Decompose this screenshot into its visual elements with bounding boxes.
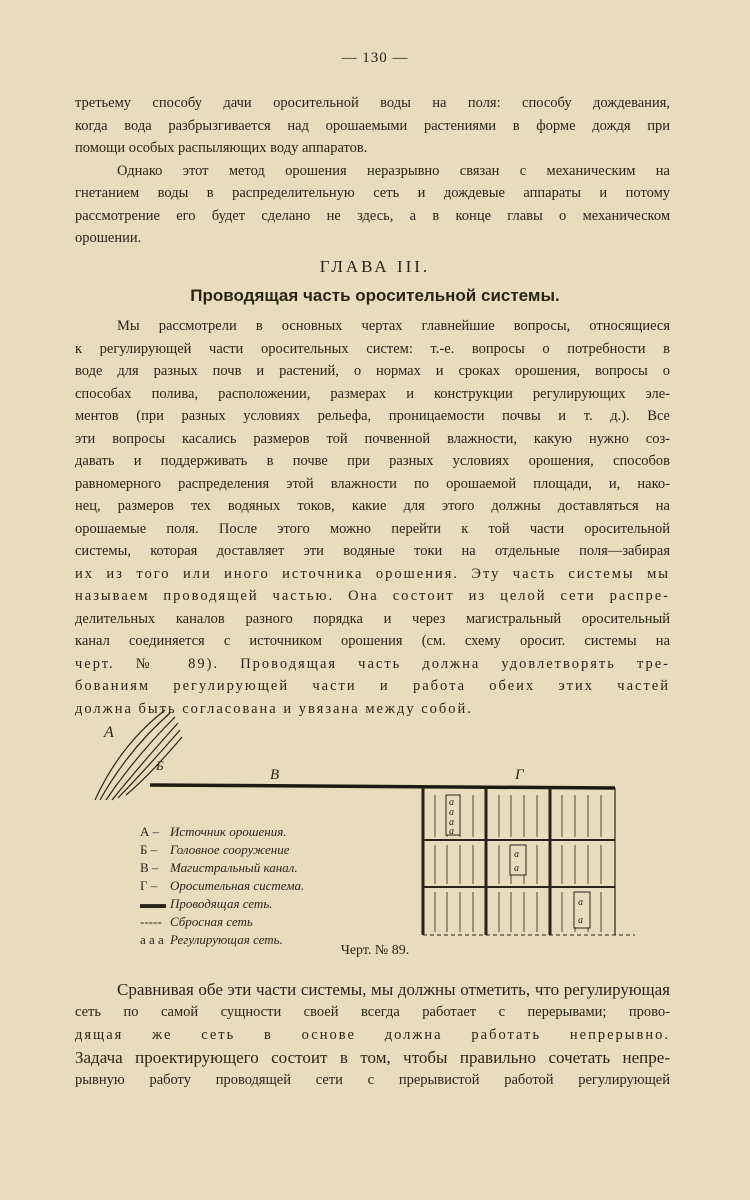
regulating-mark: а — [578, 897, 583, 908]
text-line: делительных каналов разного порядка и через магистральный оросительный — [75, 610, 670, 627]
text-line: канал соединяется с источником орошения (см. схему оросит. системы на — [75, 633, 670, 649]
legend-key: а а а — [140, 932, 164, 947]
label-g: Г — [515, 767, 524, 783]
legend-key: А – — [140, 824, 160, 839]
text-line: должна быть согласована и увязана между собой. — [75, 700, 473, 717]
legend-row — [140, 823, 304, 841]
page-number: — 130 — — [341, 50, 409, 66]
text-line: бованиям регулирующей части и работа обеих этих частей — [75, 678, 670, 694]
final-paragraph — [75, 978, 670, 1092]
text-line: помощи особых распыляющих воду аппаратов. — [75, 140, 368, 156]
legend-text: Регулирующая сеть. — [170, 932, 283, 947]
section-title: Проводящая часть оросительной системы. — [190, 286, 560, 305]
label-b: Б — [156, 758, 164, 773]
regulating-mark: а — [449, 797, 454, 808]
label-a: А — [104, 724, 114, 741]
regulating-mark: а — [449, 826, 454, 837]
regulating-mark: а — [514, 849, 519, 860]
text-line: эти вопросы касались размеров той почвенной влажности, какую нужно соз- — [75, 430, 670, 447]
legend-text: Сбросная сеть — [170, 914, 253, 929]
text-line: рывную работу проводящей сети с прерывистой работой регулирующей — [75, 1072, 670, 1088]
text-line: Однако этот метод орошения неразрывно связан с механическим на — [117, 162, 670, 179]
text-line: способах полива, расположении, размерах и конструкции регулирующих эле- — [75, 385, 670, 402]
text-line: системы, которая доставляет эти водяные токи на отдельные поля—забирая — [75, 543, 670, 559]
regulating-mark: а — [449, 807, 454, 818]
regulating-mark: а — [449, 817, 454, 828]
legend-text: Проводящая сеть. — [170, 896, 273, 911]
text-line: равномерного распределения этой влажности по орошаемой площади, и, нако- — [75, 475, 670, 492]
text-line: черт. № 89). Проводящая часть должна удовлетворять тре- — [75, 655, 670, 672]
legend-row — [140, 841, 304, 859]
text-line: Мы рассмотрели в основных чертах главнейшие вопросы, относящиеся — [117, 318, 670, 334]
figure-caption: Черт. № 89. — [340, 943, 410, 958]
text-line: их из того или иного источника орошения. Эту часть системы мы — [75, 565, 670, 582]
text-line: ментов (при разных условиях рельефа, проницаемости почвы и т. д.). Все — [75, 408, 670, 424]
body-paragraph — [75, 315, 670, 720]
text-line: давать и поддерживать в почве при разных условиях орошения, способов — [75, 453, 670, 469]
legend-key: Б – — [140, 842, 158, 857]
text-line: Задача проектирующего состоит в том, чтобы правильно сочетать непре- — [75, 1048, 670, 1067]
figure-legend — [140, 823, 304, 949]
legend-key: ----- — [140, 914, 162, 929]
regulating-mark: а — [514, 863, 519, 874]
legend-text: Источник орошения. — [170, 824, 287, 839]
legend-row — [140, 877, 304, 895]
text-line: воде для разных почв и растений, о нормах и сроках орошения, вопросы о — [75, 363, 670, 379]
text-line: дящая же сеть в основе должна работать непрерывно. — [75, 1026, 670, 1043]
text-line: нец, размеров тех водяных токов, какие для этого должны доставляться на — [75, 498, 670, 514]
legend-key: ▬▬ — [140, 896, 166, 911]
legend-key: Г – — [140, 878, 158, 893]
text-line: рассмотрение его будет сделано не здесь, а в конце главы о механическом — [75, 207, 670, 224]
text-line: к регулирующей части оросительных систем: т.-е. вопросы о потребности в — [75, 340, 670, 357]
text-line: называем проводящей частью. Она состоит из целой сети распре- — [75, 588, 670, 604]
legend-row — [140, 895, 304, 913]
label-v: В — [270, 767, 280, 783]
text-line: орошаемые поля. После этого можно перейти к той части оросительной — [75, 520, 670, 537]
text-line: орошении. — [75, 230, 142, 246]
text-line: третьему способу дачи оросительной воды на поля: способу дождевания, — [75, 95, 670, 111]
legend-row — [140, 913, 304, 931]
chapter-heading: ГЛАВА III. — [319, 257, 431, 276]
text-line: гнетанием воды в распределительную сеть и дождевые аппараты и потому — [75, 185, 670, 201]
regulating-mark: а — [578, 915, 583, 926]
text-line: когда вода разбрызгивается над орошаемыми растениями в форме дождя при — [75, 117, 670, 134]
text-line: сеть по самой сущности своей всегда работает с перерывами; прово- — [75, 1004, 670, 1020]
text-line: Сравнивая обе эти части системы, мы должны отметить, что регулирующая — [117, 980, 670, 999]
legend-text: Головное сооружение — [170, 842, 290, 857]
legend-text: Оросительная система. — [170, 878, 305, 893]
main-canal — [150, 785, 615, 788]
field-grid — [423, 788, 635, 935]
legend-key: В – — [140, 860, 159, 875]
intro-paragraph — [75, 92, 670, 250]
legend-text: Магистральный канал. — [170, 860, 298, 875]
legend-row — [140, 859, 304, 877]
